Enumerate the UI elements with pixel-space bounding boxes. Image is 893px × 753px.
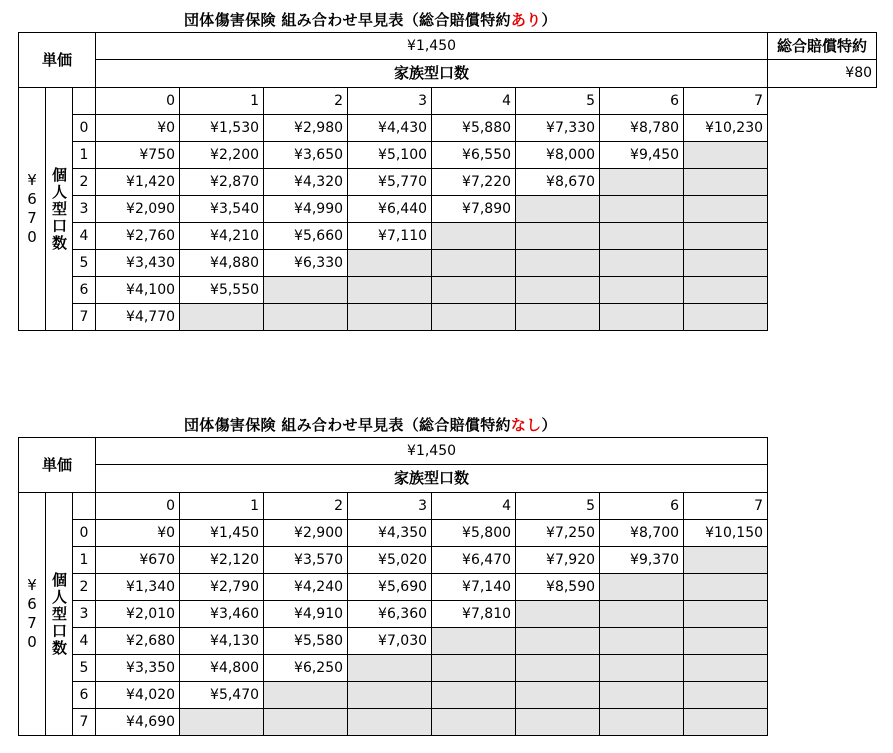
price-cell: ¥2,790 [180, 574, 264, 601]
row-header: 6 [73, 682, 96, 709]
price-cell: ¥4,240 [264, 574, 348, 601]
empty-cell [600, 304, 684, 331]
price-cell: ¥4,880 [180, 250, 264, 277]
column-header: 7 [684, 88, 768, 115]
column-header: 5 [516, 493, 600, 520]
empty-cell [684, 682, 768, 709]
empty-cell [348, 655, 432, 682]
row-header: 3 [73, 196, 96, 223]
price-cell: ¥7,140 [432, 574, 516, 601]
corner-cell [73, 493, 96, 520]
price-cell: ¥6,550 [432, 142, 516, 169]
table-row [19, 142, 877, 169]
price-cell: ¥4,130 [180, 628, 264, 655]
table-row [19, 223, 877, 250]
price-cell: ¥3,570 [264, 547, 348, 574]
price-cell: ¥5,770 [348, 169, 432, 196]
empty-cell [348, 682, 432, 709]
empty-cell [432, 223, 516, 250]
individual-price: ¥670 [19, 493, 46, 736]
price-cell: ¥0 [96, 520, 180, 547]
price-cell: ¥7,920 [516, 547, 600, 574]
price-cell: ¥2,900 [264, 520, 348, 547]
price-cell: ¥3,460 [180, 601, 264, 628]
empty-cell [684, 142, 768, 169]
column-header: 0 [96, 493, 180, 520]
empty-cell [684, 601, 768, 628]
price-cell: ¥7,220 [432, 169, 516, 196]
row-header: 4 [73, 223, 96, 250]
row-header: 5 [73, 250, 96, 277]
column-header: 3 [348, 88, 432, 115]
column-header: 4 [432, 88, 516, 115]
table-row [19, 709, 768, 736]
table-row [19, 655, 768, 682]
price-cell: ¥4,210 [180, 223, 264, 250]
column-header: 2 [264, 493, 348, 520]
price-cell: ¥7,030 [348, 628, 432, 655]
empty-cell [600, 223, 684, 250]
empty-cell [432, 277, 516, 304]
price-cell: ¥5,690 [348, 574, 432, 601]
empty-cell [348, 304, 432, 331]
price-cell: ¥8,000 [516, 142, 600, 169]
empty-cell [684, 277, 768, 304]
empty-cell [348, 250, 432, 277]
table-row [19, 520, 768, 547]
price-cell: ¥2,870 [180, 169, 264, 196]
row-header: 6 [73, 277, 96, 304]
price-cell: ¥0 [96, 115, 180, 142]
individual-price: ¥670 [19, 88, 46, 331]
price-cell: ¥3,350 [96, 655, 180, 682]
row-header: 1 [73, 547, 96, 574]
table1 [18, 32, 877, 331]
price-cell: ¥3,430 [96, 250, 180, 277]
price-cell: ¥7,890 [432, 196, 516, 223]
row-header: 5 [73, 655, 96, 682]
price-cell: ¥3,540 [180, 196, 264, 223]
price-cell: ¥6,330 [264, 250, 348, 277]
price-cell: ¥3,650 [264, 142, 348, 169]
table2-title: 団体傷害保険 組み合わせ早見表（総合賠償特約なし） [184, 416, 557, 434]
price-cell: ¥10,230 [684, 115, 768, 142]
row-header: 2 [73, 574, 96, 601]
price-cell: ¥2,010 [96, 601, 180, 628]
empty-cell [600, 169, 684, 196]
column-header: 5 [516, 88, 600, 115]
price-cell: ¥7,330 [516, 115, 600, 142]
empty-cell [684, 628, 768, 655]
empty-cell [684, 655, 768, 682]
empty-cell [600, 601, 684, 628]
empty-cell [684, 709, 768, 736]
table-row [19, 547, 768, 574]
column-header: 3 [348, 493, 432, 520]
price-cell: ¥750 [96, 142, 180, 169]
empty-cell [516, 682, 600, 709]
price-cell: ¥670 [96, 547, 180, 574]
empty-cell [264, 304, 348, 331]
empty-cell [432, 304, 516, 331]
empty-cell [432, 682, 516, 709]
price-cell: ¥5,470 [180, 682, 264, 709]
price-cell: ¥7,110 [348, 223, 432, 250]
empty-cell [684, 304, 768, 331]
price-cell: ¥7,810 [432, 601, 516, 628]
family-units-label: 家族型口数 [96, 465, 768, 493]
table1-title: 団体傷害保険 組み合わせ早見表（総合賠償特約あり） [184, 11, 557, 29]
empty-cell [264, 709, 348, 736]
table2 [18, 437, 768, 736]
price-cell: ¥1,530 [180, 115, 264, 142]
table-row [19, 601, 768, 628]
empty-cell [684, 574, 768, 601]
price-cell: ¥6,360 [348, 601, 432, 628]
price-cell: ¥8,670 [516, 169, 600, 196]
price-cell: ¥9,370 [600, 547, 684, 574]
rider-label: 総合賠償特約 [768, 33, 877, 60]
price-cell: ¥4,770 [96, 304, 180, 331]
price-cell: ¥5,100 [348, 142, 432, 169]
empty-cell [432, 655, 516, 682]
price-cell: ¥5,800 [432, 520, 516, 547]
empty-cell [600, 574, 684, 601]
empty-cell [264, 277, 348, 304]
price-cell: ¥4,430 [348, 115, 432, 142]
rider-price: ¥80 [768, 60, 877, 88]
price-cell: ¥5,880 [432, 115, 516, 142]
empty-cell [432, 250, 516, 277]
price-cell: ¥2,680 [96, 628, 180, 655]
price-cell: ¥5,020 [348, 547, 432, 574]
price-cell: ¥4,020 [96, 682, 180, 709]
empty-cell [600, 277, 684, 304]
price-cell: ¥4,910 [264, 601, 348, 628]
price-cell: ¥8,700 [600, 520, 684, 547]
price-cell: ¥6,470 [432, 547, 516, 574]
column-header-row [19, 493, 768, 520]
table-row [19, 169, 877, 196]
price-cell: ¥4,320 [264, 169, 348, 196]
price-cell: ¥2,760 [96, 223, 180, 250]
empty-cell [516, 628, 600, 655]
price-cell: ¥2,120 [180, 547, 264, 574]
price-cell: ¥5,580 [264, 628, 348, 655]
family-price: ¥1,450 [96, 33, 768, 60]
price-cell: ¥8,780 [600, 115, 684, 142]
column-header: 1 [180, 88, 264, 115]
price-cell: ¥4,100 [96, 277, 180, 304]
table-row [19, 250, 877, 277]
column-header: 6 [600, 493, 684, 520]
table-row [19, 277, 877, 304]
column-header: 0 [96, 88, 180, 115]
empty-cell [516, 304, 600, 331]
price-cell: ¥2,980 [264, 115, 348, 142]
empty-cell [600, 628, 684, 655]
table-row [19, 628, 768, 655]
row-header: 0 [73, 520, 96, 547]
family-units-label: 家族型口数 [96, 60, 768, 88]
price-cell: ¥1,450 [180, 520, 264, 547]
empty-cell [600, 250, 684, 277]
price-cell: ¥2,090 [96, 196, 180, 223]
price-cell: ¥5,550 [180, 277, 264, 304]
column-header: 7 [684, 493, 768, 520]
price-cell: ¥2,200 [180, 142, 264, 169]
price-cell: ¥4,350 [348, 520, 432, 547]
price-cell: ¥1,420 [96, 169, 180, 196]
price-cell: ¥10,150 [684, 520, 768, 547]
column-header: 4 [432, 493, 516, 520]
empty-cell [516, 223, 600, 250]
table-row [19, 304, 877, 331]
price-cell: ¥6,440 [348, 196, 432, 223]
column-header: 2 [264, 88, 348, 115]
table-row [19, 115, 877, 142]
empty-cell [516, 655, 600, 682]
empty-cell [600, 682, 684, 709]
empty-cell [516, 196, 600, 223]
empty-cell [684, 547, 768, 574]
row-header: 7 [73, 709, 96, 736]
price-cell: ¥8,590 [516, 574, 600, 601]
empty-cell [684, 223, 768, 250]
individual-units-label: 個人型口数 [46, 493, 73, 736]
table-row [19, 682, 768, 709]
unit-price-label: 単価 [19, 438, 96, 493]
column-header: 1 [180, 493, 264, 520]
empty-cell [600, 709, 684, 736]
row-header: 3 [73, 601, 96, 628]
unit-price-label: 単価 [19, 33, 96, 88]
price-cell: ¥6,250 [264, 655, 348, 682]
price-cell: ¥4,800 [180, 655, 264, 682]
table-row [19, 196, 877, 223]
empty-cell [600, 196, 684, 223]
row-header: 7 [73, 304, 96, 331]
empty-cell [600, 655, 684, 682]
corner-cell [73, 88, 96, 115]
empty-cell [432, 709, 516, 736]
table-row [19, 574, 768, 601]
row-header: 2 [73, 169, 96, 196]
family-price: ¥1,450 [96, 438, 768, 465]
row-header: 1 [73, 142, 96, 169]
row-header: 4 [73, 628, 96, 655]
empty-cell [516, 250, 600, 277]
price-cell: ¥4,990 [264, 196, 348, 223]
empty-cell [684, 250, 768, 277]
price-cell: ¥9,450 [600, 142, 684, 169]
price-cell: ¥5,660 [264, 223, 348, 250]
empty-cell [180, 304, 264, 331]
empty-cell [684, 169, 768, 196]
empty-cell [180, 709, 264, 736]
individual-units-label: 個人型口数 [46, 88, 73, 331]
empty-cell [348, 277, 432, 304]
empty-cell [516, 601, 600, 628]
empty-cell [516, 277, 600, 304]
price-cell: ¥4,690 [96, 709, 180, 736]
empty-cell [432, 628, 516, 655]
empty-cell [516, 709, 600, 736]
empty-cell [264, 682, 348, 709]
empty-cell [348, 709, 432, 736]
price-cell: ¥1,340 [96, 574, 180, 601]
price-cell: ¥7,250 [516, 520, 600, 547]
column-header: 6 [600, 88, 684, 115]
row-header: 0 [73, 115, 96, 142]
column-header-row [19, 88, 877, 115]
empty-cell [684, 196, 768, 223]
